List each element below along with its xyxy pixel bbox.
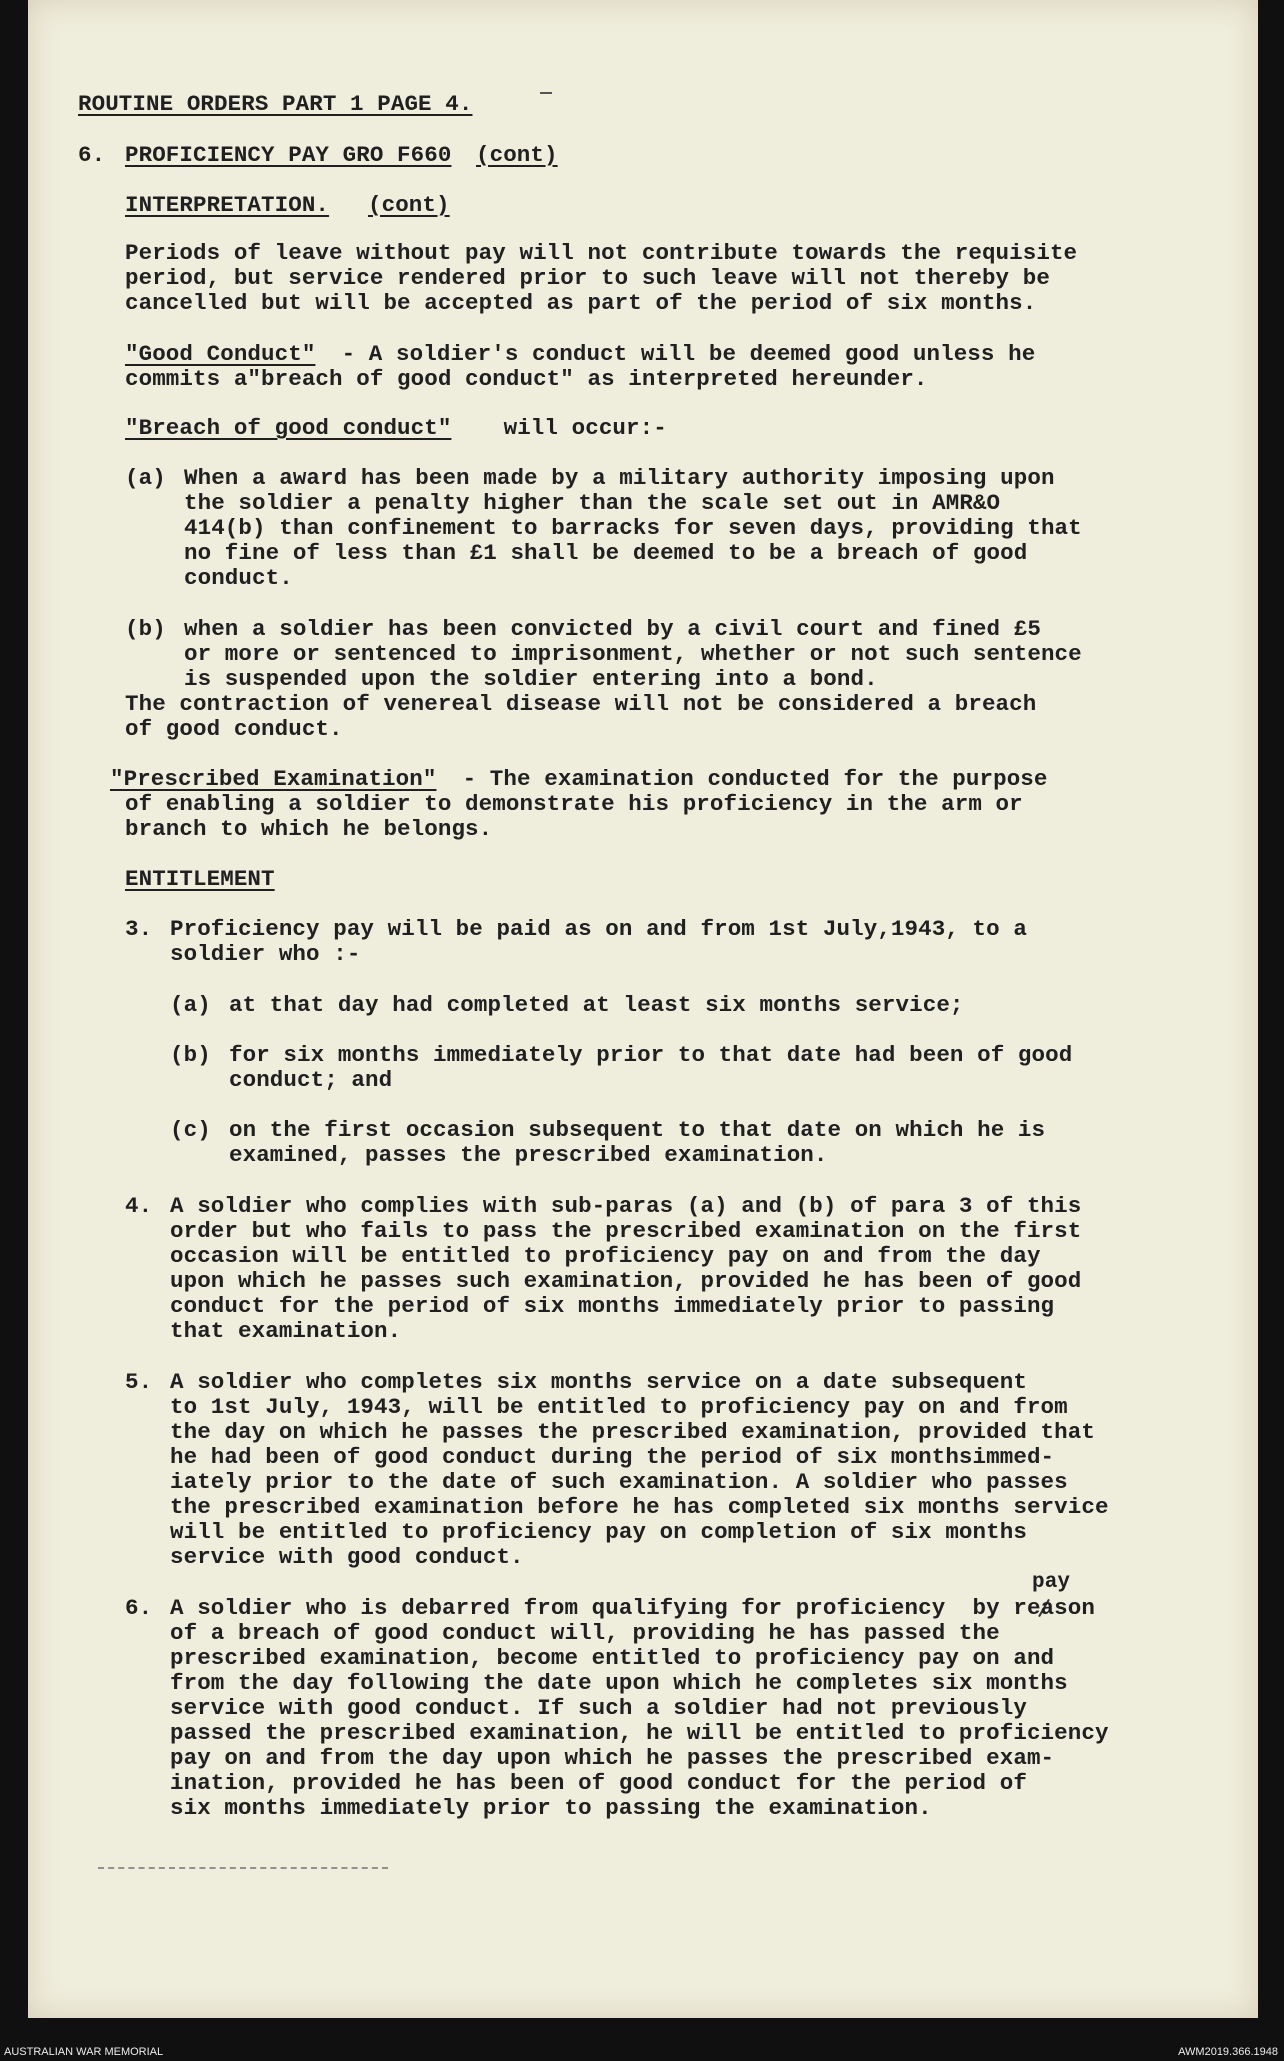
para6-line: six months immediately prior to passing the examination. — [170, 1795, 932, 1821]
para5-line: service with good conduct. — [170, 1544, 524, 1570]
section-cont: (cont) — [476, 142, 558, 168]
para4-line: occasion will be entitled to proficiency pay on and from the day — [170, 1243, 1041, 1269]
breach-item-line: 414(b) than confinement to barracks for seven days, providing that — [184, 515, 1082, 541]
prescribed-line: - The examination conducted for the purpose — [449, 766, 1048, 792]
para6-line: A soldier who is debarred from qualifying for proficiency by reason — [170, 1595, 1095, 1621]
para3-item-label: (a) — [170, 992, 211, 1018]
breach-item-label: (a) — [125, 465, 166, 491]
typed-text — [28, 0, 1258, 2018]
para4-line: A soldier who complies with sub-paras (a) and (b) of para 3 of this — [170, 1193, 1082, 1219]
para-number: 5. — [125, 1369, 153, 1395]
para3-item-line: on the first occasion subsequent to that date on which he is — [229, 1117, 1046, 1143]
para5-line: to 1st July, 1943, will be entitled to proficiency pay on and from — [170, 1394, 1068, 1420]
good-conduct-line: commits a"breach of good conduct" as interpreted hereunder. — [125, 366, 928, 392]
para6-line: from the day following the date upon which he completes six months — [170, 1670, 1068, 1696]
para6-line: passed the prescribed examination, he will be entitled to proficiency — [170, 1720, 1109, 1746]
leave-line: period, but service rendered prior to such leave will not thereby be — [125, 265, 1050, 291]
venereal-line: The contraction of venereal disease will not be considered a breach — [125, 691, 1037, 717]
interpretation-heading: INTERPRETATION. — [125, 192, 330, 218]
para3-item-line: at that day had completed at least six months service; — [229, 992, 964, 1018]
page-header: ROUTINE ORDERS PART 1 PAGE 4. — [78, 91, 473, 117]
section-title: PROFICIENCY PAY GRO F660 — [125, 142, 452, 168]
breach-term: "Breach of good conduct" — [125, 415, 452, 441]
leave-line: Periods of leave without pay will not contribute towards the requisite — [125, 240, 1078, 266]
breach-item-line: conduct. — [184, 565, 293, 591]
para4-line: order but who fails to pass the prescribed examination on the first — [170, 1218, 1082, 1244]
para3-item-label: (b) — [170, 1042, 211, 1068]
para6-line: pay on and from the day upon which he passes the prescribed exam- — [170, 1745, 1055, 1771]
breach-item-line: When a award has been made by a military authority imposing upon — [184, 465, 1055, 491]
leave-line: cancelled but will be accepted as part of the period of six months. — [125, 290, 1037, 316]
para-number: 6. — [125, 1595, 153, 1621]
breach-item-line: when a soldier has been convicted by a civil court and fined £5 — [184, 616, 1041, 642]
para3-item-label: (c) — [170, 1117, 211, 1143]
good-conduct-line: - A soldier's conduct will be deemed good unless he — [328, 341, 1036, 367]
para5-line: will be entitled to proficiency pay on completion of six months — [170, 1519, 1027, 1545]
entitlement-heading: ENTITLEMENT — [125, 866, 275, 892]
para5-line: iately prior to the date of such examination. A soldier who passes — [170, 1469, 1068, 1495]
para4-line: that examination. — [170, 1318, 402, 1344]
para6-line: prescribed examination, become entitled to proficiency pay on and — [170, 1645, 1055, 1671]
para4-line: upon which he passes such examination, provided he has been of good — [170, 1268, 1082, 1294]
breach-item-line: the soldier a penalty higher than the scale set out in AMR&O — [184, 490, 1001, 516]
para6-line: service with good conduct. If such a soldier had not previously — [170, 1695, 1027, 1721]
para4-line: conduct for the period of six months immediately prior to passing — [170, 1293, 1055, 1319]
document-page — [28, 0, 1258, 2018]
breach-item-label: (b) — [125, 616, 166, 642]
interpretation-cont: (cont) — [368, 192, 450, 218]
para6-line: ination, provided he has been of good conduct for the period of — [170, 1770, 1027, 1796]
para5-line: A soldier who completes six months service on a date subsequent — [170, 1369, 1027, 1395]
para3-line: Proficiency pay will be paid as on and from 1st July,1943, to a — [170, 916, 1027, 942]
venereal-line: of good conduct. — [125, 716, 343, 742]
prescribed-term: "Prescribed Examination" — [110, 766, 437, 792]
good-conduct-term: "Good Conduct" — [125, 341, 316, 367]
handwritten-insert: pay — [1032, 1571, 1071, 1594]
bottom-rule — [98, 1867, 388, 1869]
footer-left: AUSTRALIAN WAR MEMORIAL — [4, 2046, 164, 2058]
para3-item-line: conduct; and — [229, 1067, 393, 1093]
breach-item-line: or more or sentenced to imprisonment, whether or not such sentence — [184, 641, 1082, 667]
para5-line: he had been of good conduct during the period of six monthsimmed- — [170, 1444, 1055, 1470]
section-number: 6. — [78, 142, 106, 168]
para5-line: the day on which he passes the prescribed examination, provided that — [170, 1419, 1095, 1445]
para5-line: the prescribed examination before he has completed six months service — [170, 1494, 1109, 1520]
prescribed-line: of enabling a soldier to demonstrate his proficiency in the arm or — [125, 791, 1023, 817]
breach-rest: will occur:- — [490, 415, 667, 441]
footer-right: AWM2019.366.1948 — [1178, 2046, 1278, 2058]
para-number: 4. — [125, 1193, 153, 1219]
para6-line: of a breach of good conduct will, providing he has passed the — [170, 1620, 1000, 1646]
para3-item-line: examined, passes the prescribed examination. — [229, 1142, 828, 1168]
para3-item-line: for six months immediately prior to that date had been of good — [229, 1042, 1073, 1068]
breach-item-line: no fine of less than £1 shall be deemed to be a breach of good — [184, 540, 1028, 566]
para-number: 3. — [125, 916, 153, 942]
header-mark — [540, 92, 552, 94]
breach-item-line: is suspended upon the soldier entering into a bond. — [184, 666, 878, 692]
para3-line: soldier who :- — [170, 941, 361, 967]
prescribed-line: branch to which he belongs. — [125, 816, 493, 842]
